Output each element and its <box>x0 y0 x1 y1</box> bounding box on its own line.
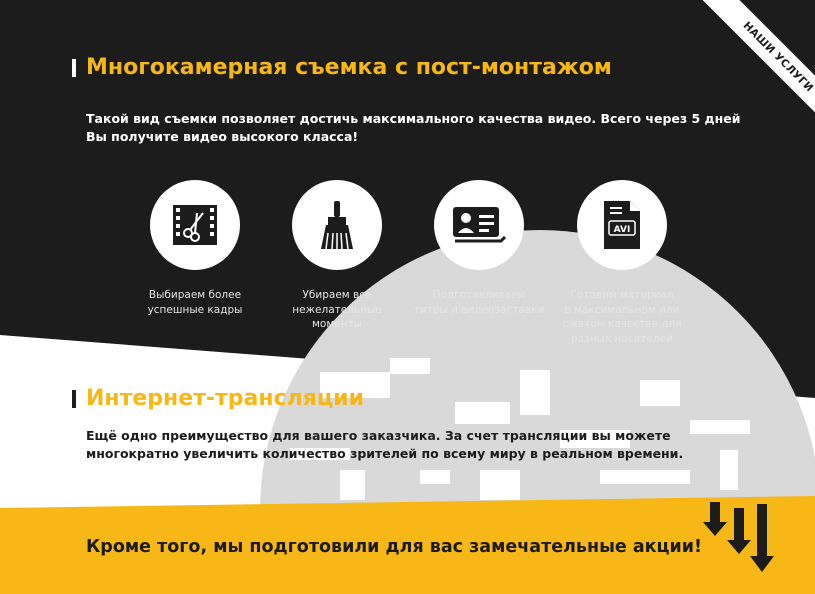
feature-caption-line: успешные кадры <box>147 303 243 316</box>
section2-description-line: многократно увеличить количество зрителей по всему миру в реальном времени. <box>86 446 684 461</box>
section1-description-line: Такой вид съемки позволяет достичь максимального качества видео. Всего через 5 дней <box>86 111 741 126</box>
feature-caption-line: моменты <box>312 318 362 330</box>
avi-label: AVI <box>613 225 631 235</box>
services-ribbon-label: НАШИ УСЛУГИ <box>740 19 815 95</box>
feature-caption-line: Убираем все <box>302 289 372 301</box>
feature-caption-line: Подготавливаем <box>432 289 526 301</box>
promo-text: Кроме того, мы подготовили для вас замечательные акции! <box>86 537 703 557</box>
feature-caption-line: сжатом качестве для <box>562 318 682 330</box>
feature-caption-line: нежелательные <box>292 303 382 316</box>
feature-caption-line: в максимальном или <box>564 303 680 316</box>
feature-caption-line: титры и видеозаставки <box>413 303 545 316</box>
section2-description-line: Ещё одно преимущество для вашего заказчика. За счет трансляции вы можете <box>86 428 671 443</box>
section1-title: Многокамерная съемка с пост-монтажом <box>86 55 612 80</box>
feature-caption-line: разных носителей <box>571 332 673 345</box>
feature-caption-line: Выбираем более <box>148 289 242 301</box>
feature-caption-line: Готовим материал <box>570 289 674 301</box>
section2-title: Интернет-трансляции <box>86 386 364 411</box>
section1-description-line: Вы получите видео высокого класса! <box>86 129 359 144</box>
